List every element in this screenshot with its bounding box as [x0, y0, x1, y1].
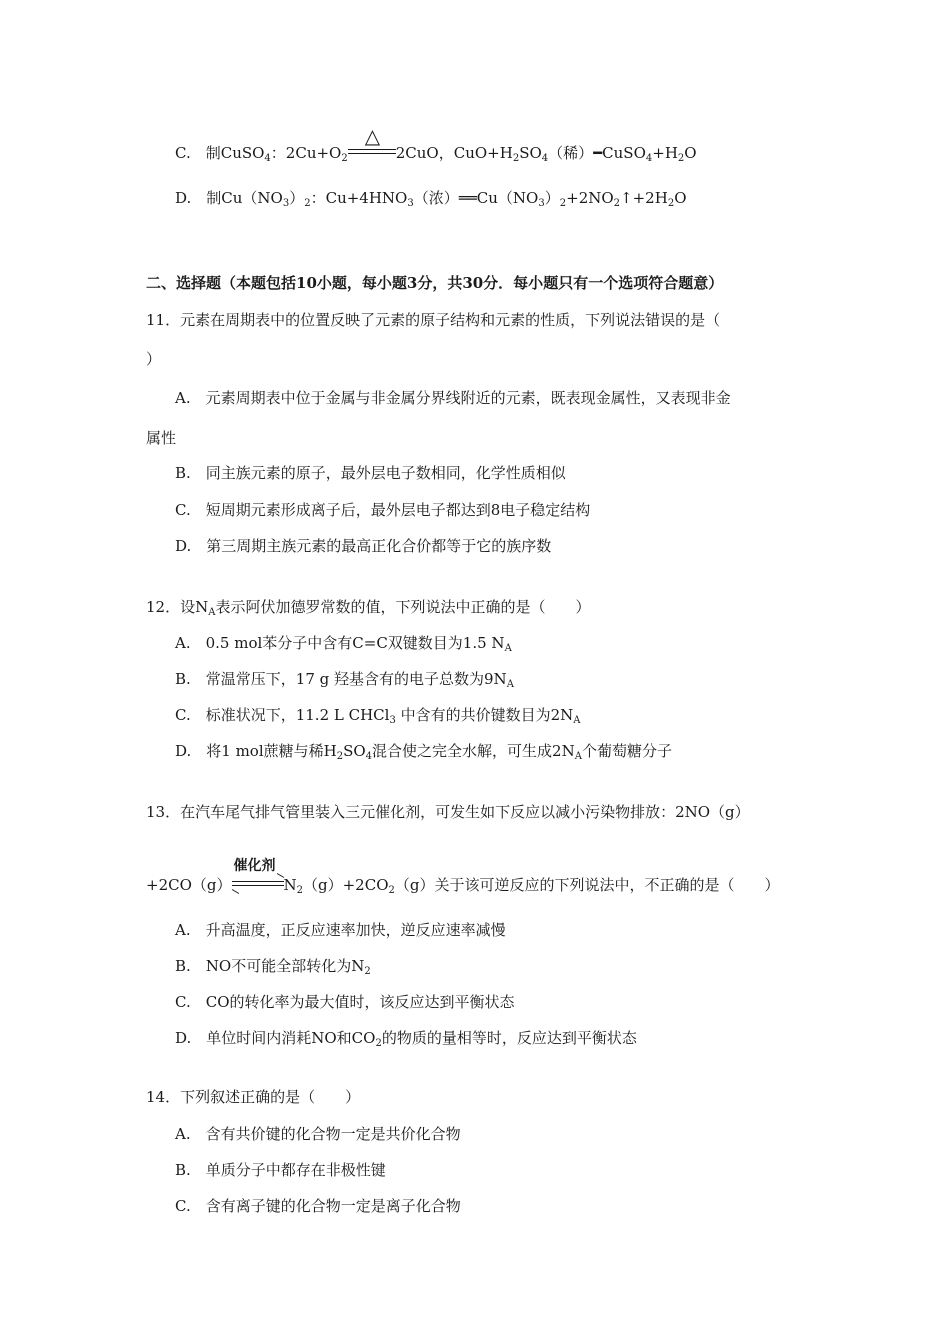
question-12: 12．设$N_A$表示阿伏加德罗常数的值，下列说法中正确的是（ ） — [146, 598, 591, 618]
heat-triangle-icon: △ — [364, 124, 381, 148]
catalyst-reversible-arrow — [232, 858, 284, 890]
question-11: 11．元素在周期表中的位置反映了元素的原子结构和元素的性质，下列说法错误的是（ — [146, 311, 721, 329]
question-13: 13．在汽车尾气排气管里装入三元催化剂，可发生如下反应以减小污染物排放：2NO（g） — [146, 803, 750, 821]
q11-option-d: D. 第三周期主族元素的最高正化合价都等于它的族序数 — [175, 537, 552, 555]
q12-option-d: D. 将1 mol蔗糖与稀$H_2SO_4$混合使之完全水解，可生成$2N_A$个葡萄糖分子 — [175, 742, 672, 762]
q14-option-c: C. 含有离子键的化合物一定是离子化合物 — [175, 1197, 461, 1215]
q11-option-c: C. 短周期元素形成离子后，最外层电子都达到8电子稳定结构 — [175, 501, 591, 519]
question-13-cont: +2CO（g） 催化剂 $N_2(g)+2CO_2(g)$关于该可逆反应的下列说法中，不正确的是（ ） — [146, 858, 780, 896]
question-11-close: ） — [146, 350, 162, 368]
q12-option-c: C. 标准状况下，11.2 L CHCl$_3$ 中含有的共价键数目为$2N_A$ — [175, 706, 581, 726]
section-heading: 二、选择题（本题包括10小题，每小题3分，共30分．每小题只有一个选项符合题意） — [146, 274, 724, 292]
q11-option-a: A. 元素周期表中位于金属与非金属分界线附近的元素，既表现金属性，又表现非金 — [175, 389, 731, 407]
heat-equals-sign — [348, 124, 396, 158]
q12-option-a: A. 0.5 mol苯分子中含有C=C双键数目为1.5 $N_A$ — [175, 634, 512, 654]
q13-option-c: C. CO的转化率为最大值时，该反应达到平衡状态 — [175, 993, 515, 1011]
q14-option-a: A. 含有共价键的化合物一定是共价化合物 — [175, 1125, 461, 1143]
q13-option-a: A. 升高温度，正反应速率加快，逆反应速率减慢 — [175, 921, 506, 939]
catalyst-label: 催化剂 — [233, 858, 276, 874]
question-14: 14．下列叙述正确的是（ ） — [146, 1088, 361, 1106]
q11-option-b: B. 同主族元素的原子，最外层电子数相同，化学性质相似 — [175, 464, 566, 482]
option-d-cuno3: D. 制$Cu(NO_3)_2$：$Cu+4HNO_3$（浓）$══Cu(NO_3)_2+2NO_2↑+2H_2O$ — [175, 189, 687, 209]
q12-option-b: B. 常温常压下，17 g 羟基含有的电子总数为$9N_A$ — [175, 670, 514, 690]
q14-option-b: B. 单质分子中都存在非极性键 — [175, 1161, 386, 1179]
q11-option-a-cont: 属性 — [146, 429, 177, 447]
option-c-cuso4: C. 制CuSO$_4$：$2Cu+O_2$ △ 2CuO，$CuO+H_2SO_4$（稀）$━CuSO_4+H_2O$ — [175, 124, 697, 164]
q13-option-d: D. 单位时间内消耗NO和$CO_2$的物质的量相等时，反应达到平衡状态 — [175, 1029, 637, 1049]
q13-option-b: B. NO不可能全部转化为$N_2$ — [175, 957, 371, 977]
